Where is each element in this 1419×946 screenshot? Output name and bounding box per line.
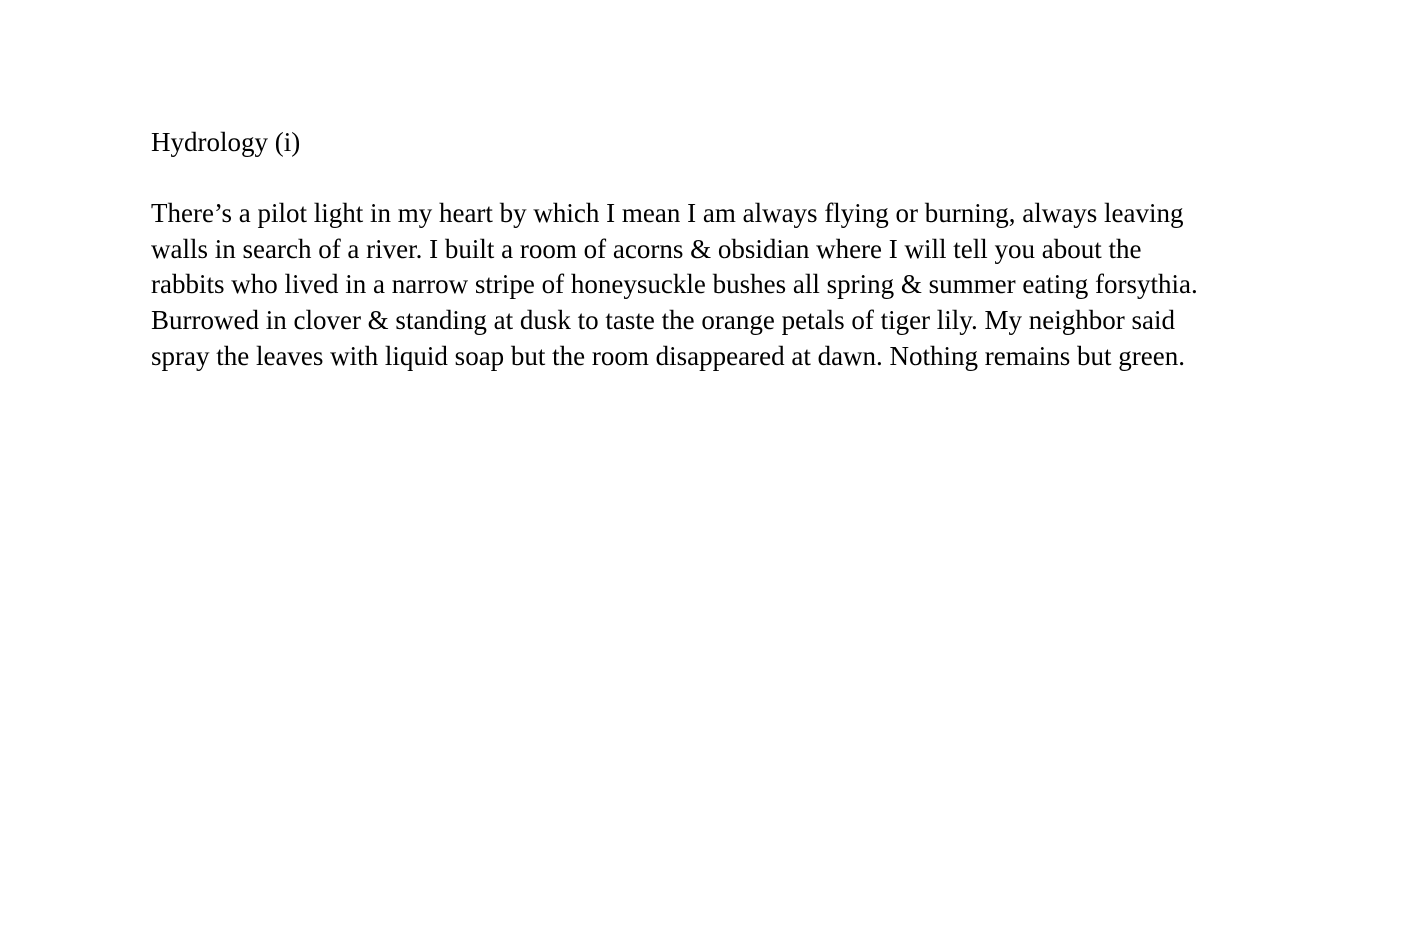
poem-title: Hydrology (i) — [151, 127, 301, 157]
poem-line: spray the leaves with liquid soap but the room disappeared at dawn. Nothing remains but green. — [151, 340, 1185, 371]
poem-line: rabbits who lived in a narrow stripe of honeysuckle bushes all spring & summer eating forsythia. — [151, 269, 1198, 300]
poem-body — [151, 196, 1311, 375]
poem-line: walls in search of a river. I built a room of acorns & obsidian where I will tell you about the — [151, 233, 1142, 264]
poem-line: There’s a pilot light in my heart by which I mean I am always flying or burning, always leaving — [151, 198, 1184, 228]
poem-line: Burrowed in clover & standing at dusk to taste the orange petals of tiger lily. My neighbor said — [151, 305, 1176, 336]
document-page — [151, 124, 1311, 375]
